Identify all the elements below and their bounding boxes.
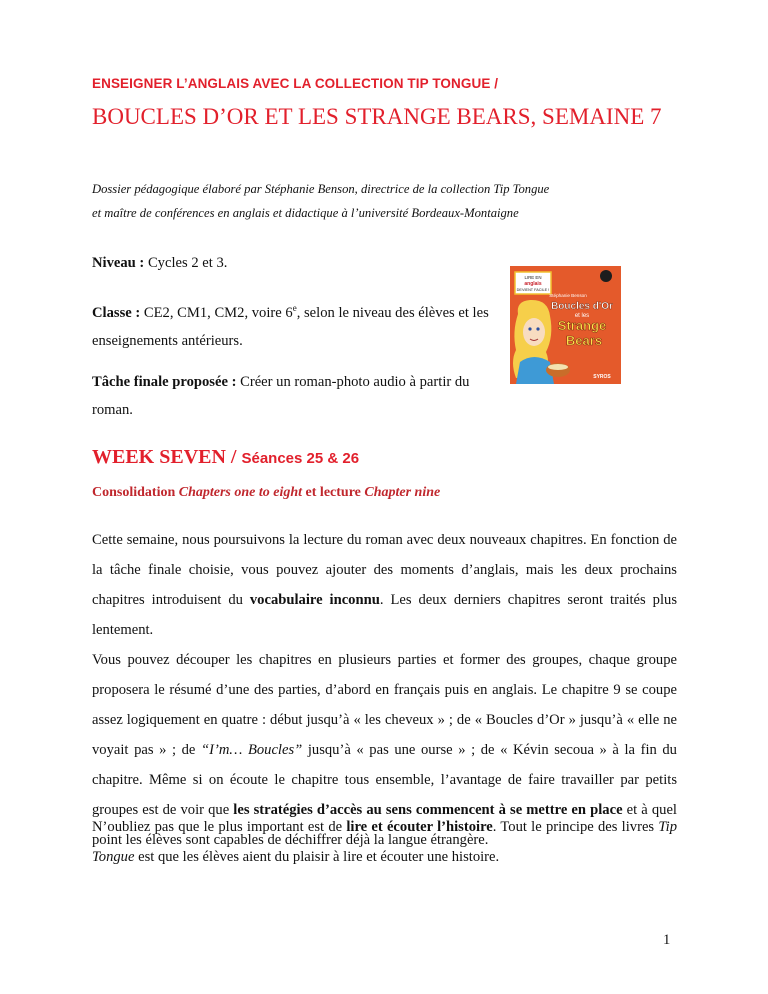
p1-text-end: . Les deux derniers chapitres seront traités plus lentement. [92,592,677,638]
p3-bold: lire et écouter l’histoire [346,819,493,835]
level-value: Cycles 2 et 3. [144,255,228,271]
week-title: WEEK SEVEN / [92,446,242,468]
credit-line-1: Dossier pédagogique élaboré par Stéphanie Benson, directrice de la collection Tip Tongue [92,182,550,196]
svg-text:Boucles d'Or: Boucles d'Or [551,301,613,312]
p2-text-mid: jusqu’à « pas une ourse » ; de « Kévin secoua » à la fin du chapitre. Même si on écoute le chapitre tous ensemble, l’avantage de faire travailler par petits groupes est de voir que [92,742,677,818]
consolidation-subtitle [92,485,440,501]
consol-chapter-nine: Chapter nine [364,485,441,500]
p3-text-end: est que les élèves aient du plaisir à lire et écouter une histoire. [134,849,500,865]
week-heading [92,446,359,469]
consol-chapters: Chapters one to eight [178,485,303,500]
book-cover-illustration [510,266,621,384]
p3-text-mid: . Tout le principe des livres [492,819,659,835]
p2-text-end: et à quel point les élèves sont capables de déchiffrer déjà la langue étrangère. [92,802,677,848]
class-label: Classe : [92,305,141,321]
p2-italic: “I’m… Boucles” [201,742,303,758]
series-title: ENSEIGNER L’ANGLAIS AVEC LA COLLECTION TIP TONGUE / [92,76,499,91]
p3-text: N’oubliez pas que le plus important est de [92,819,347,835]
p1-text: Cette semaine, nous poursuivons la lecture du roman avec deux nouveaux chapitres. En fonction de la tâche finale choisie, vous pouvez ajouter des moments d’anglais, mais les deux prochains chapitres introduisent du [92,532,677,608]
svg-text:et les: et les [574,313,590,319]
author-credit [92,177,712,225]
p2-text: Vous pouvez découper les chapitres en plusieurs parties et former des groupes, chaque groupe proposera le résumé d’une des parties, d’abord en français puis en anglais. Le chapitre 9 se coupe assez logiquement en quatre : début jusqu’à « les cheveux » ; de « Boucles d’Or » jusqu’à « elle ne voyait pas » ; de [92,652,677,758]
page-number: 1 [663,932,671,948]
consol-text-2: et lecture [302,485,365,500]
svg-text:Stéphanie Benson: Stéphanie Benson [549,293,587,298]
svg-text:SYROS: SYROS [593,374,611,380]
class-field [92,299,512,355]
credit-line-2: et maître de conférences en anglais et didactique à l’université Bordeaux-Montaigne [92,206,519,220]
class-superscript: e [292,303,297,313]
book-cover-image [510,266,621,384]
task-label: Tâche finale proposée : [92,374,237,390]
paragraph-1 [92,525,677,645]
consol-text-1: Consolidation [92,485,179,500]
level-label: Niveau : [92,255,145,271]
svg-text:Bears: Bears [565,333,603,348]
class-value-rest: , selon le niveau des élèves et les enseignements antérieurs. [92,305,489,349]
paragraph-3-text [92,812,677,872]
p1-bold: vocabulaire inconnu [249,592,380,608]
level-field [92,249,227,277]
document-title: BOUCLES D’OR ET LES STRANGE BEARS, SEMAINE 7 [92,104,662,129]
p3-italic: Tip Tongue [92,819,678,865]
sessions-label: Séances 25 & 26 [241,450,360,467]
task-value: Créer un roman-photo audio à partir du roman. [92,374,470,418]
paragraph-3 [92,812,677,872]
svg-text:Strange: Strange [557,318,607,333]
class-value: CE2, CM1, CM2, voire 6 [140,305,293,321]
p2-bold: les stratégies d’accès au sens commencent à se mettre en place [233,802,623,818]
task-field [92,368,512,424]
svg-text:anglais: anglais [524,281,542,287]
svg-text:LIRE EN: LIRE EN [524,275,542,280]
svg-text:DEVIENT FACILE !: DEVIENT FACILE ! [516,288,550,292]
body-paragraphs [92,525,677,855]
